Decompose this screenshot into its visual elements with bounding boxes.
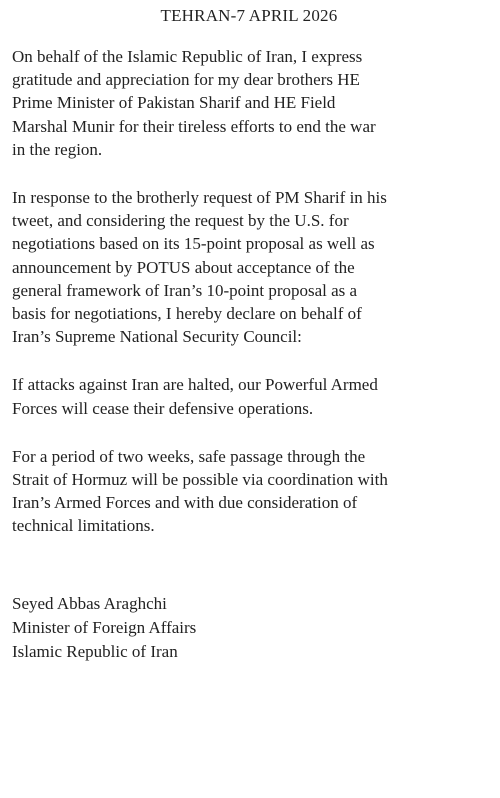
text-line: basis for negotiations, I hereby declare on behalf of bbox=[12, 304, 362, 324]
dateline: TEHRAN-7 APRIL 2026 bbox=[160, 6, 338, 25]
signatory-organization: Islamic Republic of Iran bbox=[12, 641, 178, 661]
text-line: Prime Minister of Pakistan Sharif and HE Field bbox=[12, 93, 336, 113]
text-line: in the region. bbox=[12, 139, 103, 159]
text-line: general framework of Iran’s 10-point proposal as a bbox=[12, 280, 358, 300]
text-line: negotiations based on its 15-point proposal as well as bbox=[12, 234, 375, 254]
text-line: gratitude and appreciation for my dear brothers HE bbox=[12, 70, 360, 90]
text-line: Forces will cease their defensive operations. bbox=[12, 398, 314, 418]
text-line: tweet, and considering the request by the U.S. for bbox=[12, 211, 349, 231]
signature-block bbox=[12, 592, 486, 664]
paragraph-ceasefire bbox=[12, 373, 486, 419]
signatory-name: Seyed Abbas Araghchi bbox=[12, 593, 167, 613]
text-line: If attacks against Iran are halted, our Powerful Armed bbox=[12, 375, 378, 395]
text-line: Iran’s Armed Forces and with due consideration of bbox=[12, 493, 358, 513]
paragraph-declaration bbox=[12, 186, 486, 348]
text-line: technical limitations. bbox=[12, 516, 155, 536]
signatory-title: Minister of Foreign Affairs bbox=[12, 617, 197, 637]
paragraph-gratitude bbox=[12, 45, 486, 161]
paragraph-strait-of-hormuz bbox=[12, 445, 486, 538]
text-line: Marshal Munir for their tireless efforts to end the war bbox=[12, 116, 376, 136]
text-line: On behalf of the Islamic Republic of Iran, I express bbox=[12, 47, 363, 66]
text-line: For a period of two weeks, safe passage through the bbox=[12, 446, 366, 466]
text-line: In response to the brotherly request of PM Sharif in his bbox=[12, 188, 387, 208]
text-line: Iran’s Supreme National Security Council: bbox=[12, 327, 302, 347]
text-line: announcement by POTUS about acceptance of the bbox=[12, 257, 355, 277]
text-line: Strait of Hormuz will be possible via coordination with bbox=[12, 470, 388, 490]
